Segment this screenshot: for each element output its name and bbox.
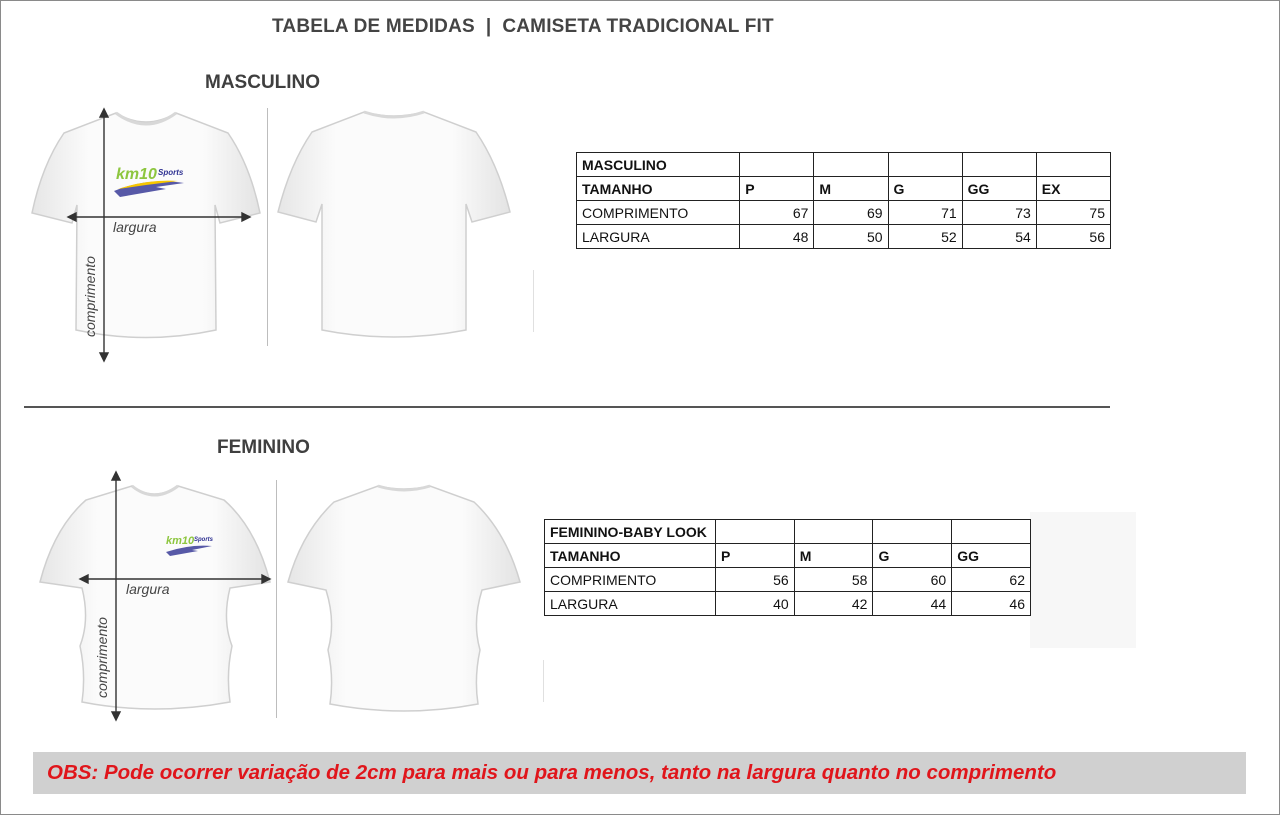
table-cell: 73: [962, 201, 1036, 225]
table-title: FEMININO-BABY LOOK: [545, 520, 716, 544]
table-cell: 54: [962, 225, 1036, 249]
masculino-image-separator: [267, 108, 268, 346]
size-header: P: [715, 544, 794, 568]
table-title-row: [545, 520, 1031, 544]
table-header-row: [577, 177, 1111, 201]
masculino-edge-mark: [533, 270, 534, 332]
table-cell: 56: [715, 568, 794, 592]
table-cell: 71: [888, 201, 962, 225]
masculino-length-label: comprimento: [82, 256, 98, 337]
row-label: LARGURA: [545, 592, 716, 616]
size-header: P: [740, 177, 814, 201]
size-header: EX: [1036, 177, 1110, 201]
table-cell: 69: [814, 201, 888, 225]
table-row: [545, 592, 1031, 616]
feminino-back-shirt-image: [286, 482, 522, 714]
table-cell: 60: [873, 568, 952, 592]
feminino-image-separator: [276, 480, 277, 718]
table-header-row: [545, 544, 1031, 568]
size-header: G: [888, 177, 962, 201]
feminino-edge-mark: [543, 660, 544, 702]
table-cell: 56: [1036, 225, 1110, 249]
table-row: [577, 225, 1111, 249]
row-label: COMPRIMENTO: [545, 568, 716, 592]
table-cell: 75: [1036, 201, 1110, 225]
table-cell: 50: [814, 225, 888, 249]
svg-text:Sports: Sports: [194, 537, 214, 543]
masculino-back-shirt-image: [276, 108, 512, 342]
size-header: GG: [952, 544, 1031, 568]
masculino-size-table: [576, 152, 1111, 249]
table-title: MASCULINO: [577, 153, 740, 177]
table-cell: 44: [873, 592, 952, 616]
size-header: M: [794, 544, 873, 568]
table-cell: 46: [952, 592, 1031, 616]
table-row: [577, 201, 1111, 225]
svg-text:Sports: Sports: [158, 168, 184, 177]
masculino-width-label: largura: [113, 219, 157, 235]
page-title: TABELA DE MEDIDAS | CAMISETA TRADICIONAL FIT: [272, 16, 774, 37]
masculino-heading: MASCULINO: [205, 72, 321, 93]
svg-text:km10: km10: [166, 535, 195, 547]
feminino-width-label: largura: [126, 581, 170, 597]
table-cell: 40: [715, 592, 794, 616]
row-label: COMPRIMENTO: [577, 201, 740, 225]
table-cell: 52: [888, 225, 962, 249]
feminino-heading: FEMININO: [217, 437, 310, 458]
table-header-label: TAMANHO: [577, 177, 740, 201]
feminino-length-label: comprimento: [94, 617, 110, 698]
feminino-size-table: [544, 519, 1031, 616]
svg-text:km10: km10: [116, 166, 157, 183]
table-cell: 58: [794, 568, 873, 592]
feminino-front-shirt-image: [36, 470, 274, 722]
size-header: M: [814, 177, 888, 201]
note-banner: [33, 752, 1246, 794]
table-header-label: TAMANHO: [545, 544, 716, 568]
masculino-front-shirt-image: [28, 105, 264, 365]
table-cell: 42: [794, 592, 873, 616]
table-cell: 67: [740, 201, 814, 225]
table-title-row: [577, 153, 1111, 177]
background-patch: [1030, 512, 1136, 648]
section-divider: [24, 406, 1110, 408]
table-cell: 48: [740, 225, 814, 249]
note-text: OBS: Pode ocorrer variação de 2cm para mais ou para menos, tanto na largura quanto no comprimento: [47, 761, 1057, 784]
row-label: LARGURA: [577, 225, 740, 249]
table-row: [545, 568, 1031, 592]
size-header: G: [873, 544, 952, 568]
table-cell: 62: [952, 568, 1031, 592]
size-header: GG: [962, 177, 1036, 201]
